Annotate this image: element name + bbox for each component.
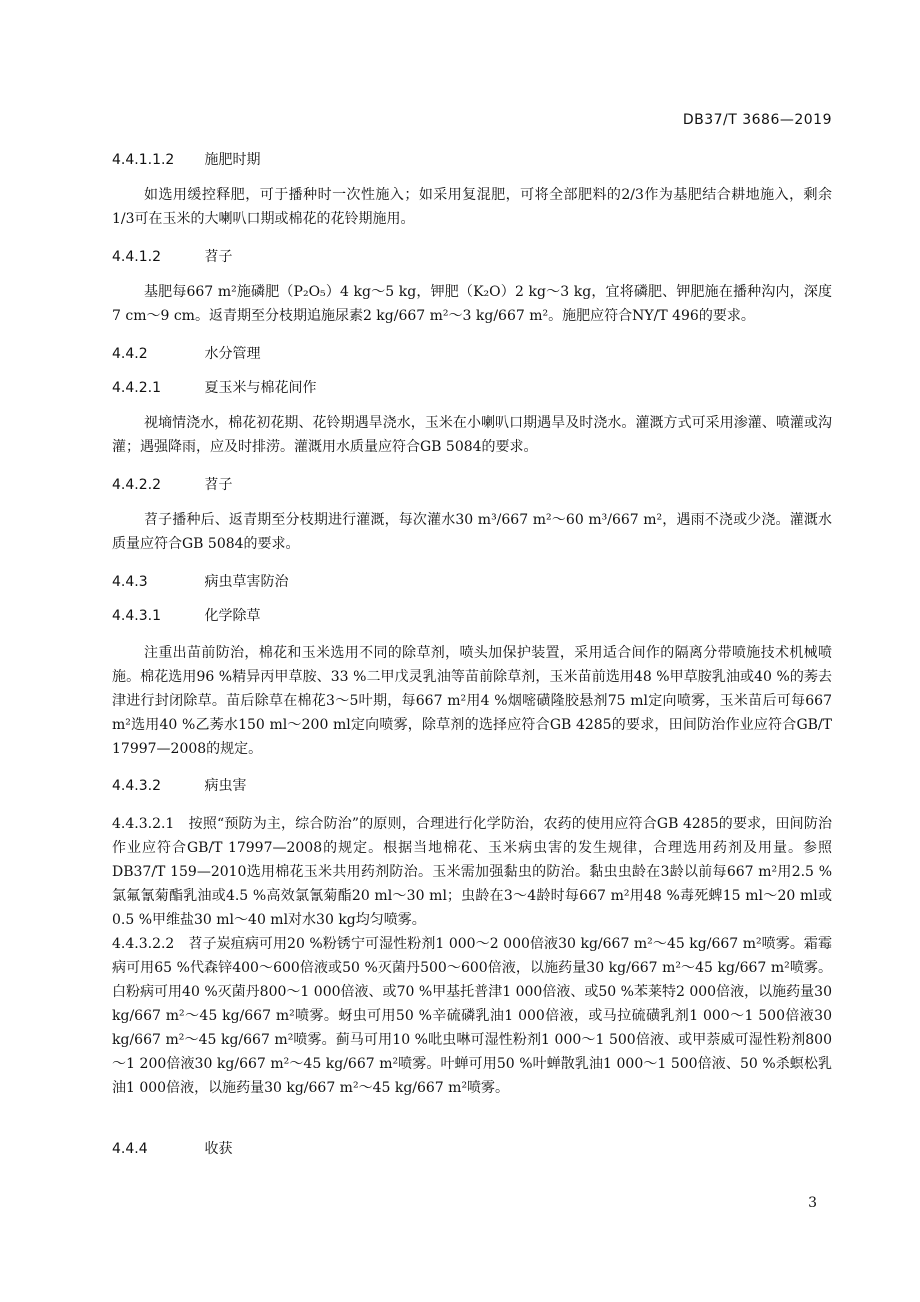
heading-title: 水分管理 [204,346,261,362]
heading-4-4-3-1 [112,606,260,626]
heading-title: 病虫草害防治 [204,574,289,590]
heading-title: 夏玉米与棉花间作 [204,380,317,396]
heading-4-4-2 [112,344,260,364]
heading-title: 收获 [204,1141,233,1157]
paragraph: 视墒情浇水，棉花初花期、花铃期遇旱浇水，玉米在小喇叭口期遇旱及时浇水。灌溉方式可采用渗灌、喷灌或沟灌；遇强降雨，应及时排涝。灌溉用水质量应符合GB 5084的要求。 [112,415,832,455]
heading-number: 4.4.1.2 [112,249,161,265]
heading-4-4-1-1-2 [112,150,260,170]
heading-number: 4.4.3 [112,574,148,590]
paragraph: 基肥每667 m²施磷肥（P₂O₅）4 kg～5 kg，钾肥（K₂O）2 kg～3 kg，宜将磷肥、钾肥施在播种沟内，深度7 cm～9 cm。返青期至分枝期追施尿素2 kg/667 m²～3 kg/667 m²。施肥应符合NY/T 496的要求。 [112,284,832,324]
heading-4-4-2-1 [112,378,316,398]
heading-4-4-4 [112,1139,232,1159]
paragraph: 注重出苗前防治，棉花和玉米选用不同的除草剂，喷头加保护装置，采用适合间作的隔离分带喷施技术机械喷施。棉花选用96 %精异丙甲草胺、33 %二甲戊灵乳油等苗前除草剂，玉米苗前选用48 %甲草胺乳油或40 %的莠去津进行封闭除草。苗后除草在棉花3～5叶期，每667 m²用4 %烟嘧磺隆胶悬剂75 ml定向喷雾，玉米苗后可每667 m²选用40 %乙莠水150 ml～200 ml定向喷雾，除草剂的选择应符合GB 4285的要求，田间防治作业应符合GB/T 17997—2008的规定。 [112,645,832,757]
heading-4-4-2-2 [112,475,232,495]
heading-title: 苕子 [204,249,233,265]
heading-title: 苕子 [204,477,233,493]
page-number: 3 [808,1195,817,1211]
heading-title: 化学除草 [204,608,261,624]
heading-number: 4.4.2.1 [112,380,161,396]
paragraph-4-4-3-2-2: 4.4.3.2.2 苕子炭疽病可用20 %粉锈宁可湿性粉剂1 000～2 000倍液30 kg/667 m²～45 kg/667 m²喷雾。霜霉病可用65 %代森锌400～600倍液或50 %灭菌丹500～600倍液，以施药量30 kg/667 m²～45 kg/667 m²喷雾。白粉病可用40 %灭菌丹800～1 000倍液、或70 %甲基托普津1 000倍液、或50 %苯莱特2 000倍液，以施药量30 kg/667 m²～45 kg/667 m²喷雾。蚜虫可用50 %辛硫磷乳油1 000倍液，或马拉硫磺乳剂1 000～1 500倍液30 kg/667 m²～45 kg/667 m²喷雾。蓟马可用10 %吡虫啉可湿性粉剂1 000～1 500倍液、或甲萘威可湿性粉剂800～1 200倍液30 kg/667 m²～45 kg/667 m²喷雾。叶蝉可用50 %叶蝉散乳油1 000～1 500倍液、50 %杀螟松乳油1 000倍液，以施药量30 kg/667 m²～45 kg/667 m²喷雾。 [112,936,832,1096]
heading-4-4-1-2 [112,247,232,267]
paragraph: 苕子播种后、返青期至分枝期进行灌溉，每次灌水30 m³/667 m²～60 m³/667 m²，遇雨不浇或少浇。灌溉水质量应符合GB 5084的要求。 [112,512,832,552]
heading-title: 施肥时期 [204,152,261,168]
paragraph: 如选用缓控释肥，可于播种时一次性施入；如采用复混肥，可将全部肥料的2/3作为基肥结合耕地施入，剩余1/3可在玉米的大喇叭口期或棉花的花铃期施用。 [112,187,832,227]
heading-number: 4.4.4 [112,1141,148,1157]
paragraph-4-4-3-2-1: 4.4.3.2.1 按照“预防为主，综合防治”的原则，合理进行化学防治，农药的使用应符合GB 4285的要求，田间防治作业应符合GB/T 17997—2008的规定。根据当地棉花、玉米病虫害的发生规律，合理选用药剂及用量。参照DB37/T 159—2010选用棉花玉米共用药剂防治。玉米需加强黏虫的防治。黏虫虫龄在3龄以前每667 m²用2.5 %氯氟氰菊酯乳油或4.5 %高效氯氰菊酯20 ml～30 ml；虫龄在3～4龄时每667 m²用48 %毒死蜱15 ml～20 ml或0.5 %甲维盐30 ml～40 ml对水30 kg均匀喷雾。 [112,816,832,928]
heading-number: 4.4.3.2 [112,778,161,794]
heading-number: 4.4.2.2 [112,477,161,493]
heading-4-4-3-2 [112,776,246,796]
document-id: DB37/T 3686—2019 [682,112,832,128]
heading-number: 4.4.1.1.2 [112,152,175,168]
heading-number: 4.4.2 [112,346,148,362]
heading-title: 病虫害 [204,778,247,794]
heading-4-4-3 [112,572,288,592]
heading-number: 4.4.3.1 [112,608,161,624]
